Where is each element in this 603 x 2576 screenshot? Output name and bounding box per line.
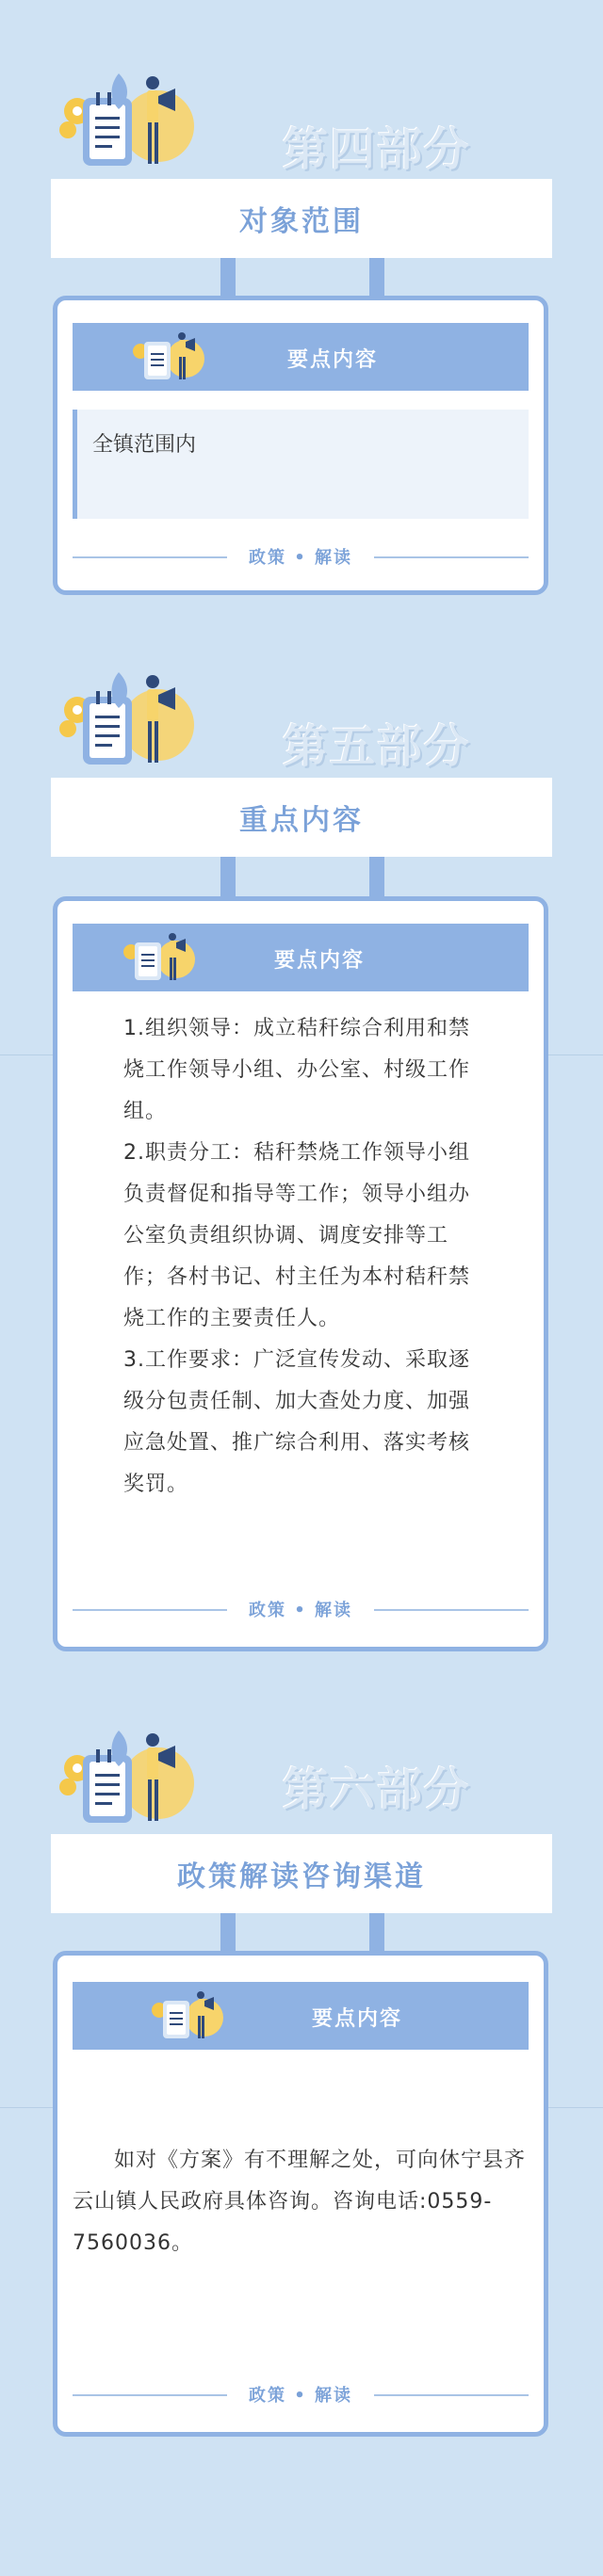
footer-line-left [73, 556, 227, 558]
card-footer [73, 543, 529, 572]
person-with-notebook-icon [148, 1988, 229, 2044]
connector-bar [220, 857, 236, 896]
card-header [73, 924, 529, 991]
notebook-icon [83, 92, 132, 166]
footer-label: 政策 • 解读 [248, 548, 353, 568]
notebook-icon [83, 691, 132, 765]
connector-bar [369, 258, 384, 296]
paragraph-responsibilities: 2.职责分工：秸秆禁烧工作领导小组负责督促和指导等工作；领导小组办公室负责组织协调、调度安排等工作；各村书记、村主任为本村秸秆禁烧工作的主要责任人。 [123, 1141, 471, 1330]
footer-label: 政策 • 解读 [248, 1601, 353, 1620]
content-card [53, 896, 548, 1651]
key-content-text [123, 1008, 485, 1505]
connector-bar [369, 1913, 384, 1951]
part-title: 第五部分 [283, 720, 472, 773]
person-with-notebook-icon [129, 329, 210, 385]
footer-line-right [374, 2394, 529, 2396]
section-heading: 重点内容 [51, 778, 552, 857]
person-with-notebook-illustration [55, 72, 205, 175]
consultation-text: 如对《方案》有不理解之处，可向休宁县齐云山镇人民政府具体咨询。咨询电话:0559-7560036。 [73, 2149, 527, 2255]
card-header-label: 要点内容 [274, 949, 366, 973]
person-with-notebook-illustration [55, 1729, 205, 1832]
card-header-label: 要点内容 [287, 348, 379, 372]
footer-line-right [374, 556, 529, 558]
card-header [73, 323, 529, 391]
footer-line-right [374, 1609, 529, 1611]
notebook-icon [83, 1749, 132, 1823]
connector-bar [369, 857, 384, 896]
part-title: 第四部分 [283, 123, 472, 176]
connector-bar [220, 258, 236, 296]
card-footer [73, 1596, 529, 1624]
person-with-notebook-illustration [55, 670, 205, 774]
footer-label: 政策 • 解读 [248, 2386, 353, 2406]
paragraph-requirements: 3.工作要求：广泛宣传发动、采取逐级分包责任制、加大查处力度、加强应急处置、推广综合利用、落实考核奖罚。 [123, 1348, 471, 1496]
footer-line-left [73, 2394, 227, 2396]
person-with-notebook-icon [120, 929, 201, 986]
section-heading: 对象范围 [51, 179, 552, 258]
content-card [53, 1951, 548, 2437]
part-title: 第六部分 [283, 1763, 472, 1816]
footer-line-left [73, 1609, 227, 1611]
card-header [73, 1982, 529, 2050]
content-card [53, 296, 548, 595]
section-heading: 政策解读咨询渠道 [51, 1834, 552, 1913]
connector-bar [220, 1913, 236, 1951]
card-footer [73, 2381, 529, 2409]
scope-content: 全镇范围内 [73, 410, 529, 519]
paragraph-organization: 1.组织领导：成立秸秆综合利用和禁烧工作领导小组、办公室、村级工作组。 [123, 1017, 471, 1123]
card-header-label: 要点内容 [312, 2007, 403, 2031]
